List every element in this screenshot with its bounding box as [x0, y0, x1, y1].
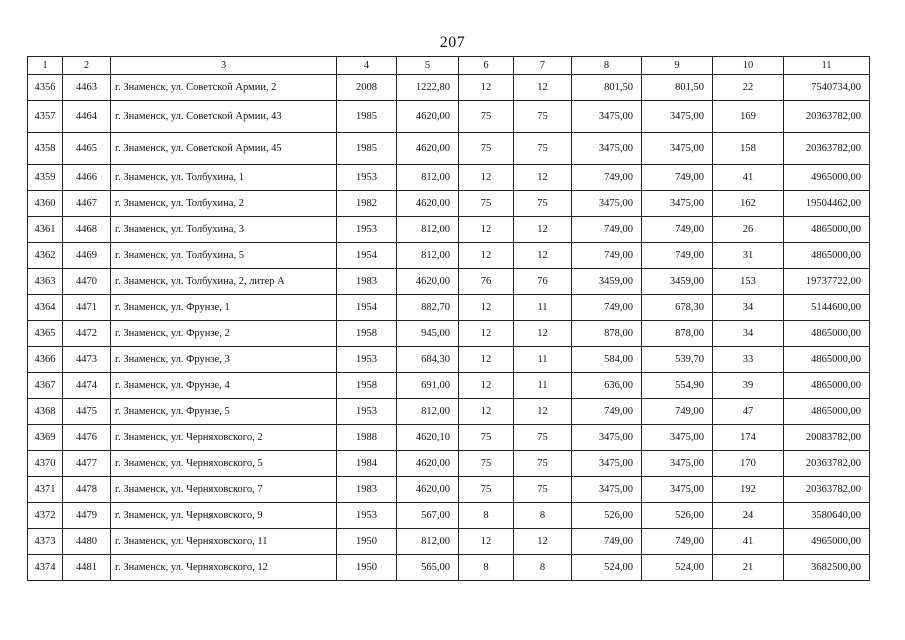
living-area-cell: 749,00: [572, 165, 642, 191]
address-cell: г. Знаменск, ул. Фрунзе, 5: [111, 399, 337, 425]
cost-cell: 3682500,00: [784, 555, 870, 581]
cost-cell: 20363782,00: [784, 101, 870, 133]
row-index-cell: 4363: [28, 269, 63, 295]
year-built-cell: 1950: [337, 529, 397, 555]
column-header: 7: [514, 57, 572, 75]
year-built-cell: 1950: [337, 555, 397, 581]
table-row: [28, 75, 870, 101]
apartments-cell: 75: [459, 425, 514, 451]
table-row: [28, 555, 870, 581]
living-area-actual-cell: 678,30: [642, 295, 713, 321]
apartments-cell: 75: [459, 451, 514, 477]
object-id-cell: 4478: [63, 477, 111, 503]
residents-cell: 169: [713, 101, 784, 133]
total-area-cell: 812,00: [397, 529, 459, 555]
total-area-cell: 812,00: [397, 217, 459, 243]
total-area-cell: 691,00: [397, 373, 459, 399]
object-id-cell: 4468: [63, 217, 111, 243]
apartments-cell: 75: [459, 101, 514, 133]
residents-cell: 41: [713, 529, 784, 555]
living-area-cell: 636,00: [572, 373, 642, 399]
residents-cell: 34: [713, 295, 784, 321]
apartments-count-cell: 8: [514, 555, 572, 581]
living-area-actual-cell: 878,00: [642, 321, 713, 347]
column-header: 1: [28, 57, 63, 75]
table-row: [28, 477, 870, 503]
apartments-cell: 12: [459, 321, 514, 347]
apartments-count-cell: 75: [514, 425, 572, 451]
residents-cell: 153: [713, 269, 784, 295]
apartments-cell: 12: [459, 165, 514, 191]
apartments-cell: 12: [459, 399, 514, 425]
living-area-actual-cell: 3475,00: [642, 133, 713, 165]
apartments-cell: 8: [459, 555, 514, 581]
table-row: [28, 321, 870, 347]
column-header: 6: [459, 57, 514, 75]
total-area-cell: 565,00: [397, 555, 459, 581]
residents-cell: 174: [713, 425, 784, 451]
year-built-cell: 1953: [337, 347, 397, 373]
cost-cell: 5144600,00: [784, 295, 870, 321]
total-area-cell: 4620,10: [397, 425, 459, 451]
cost-cell: 4865000,00: [784, 399, 870, 425]
row-index-cell: 4374: [28, 555, 63, 581]
living-area-cell: 749,00: [572, 295, 642, 321]
apartments-count-cell: 12: [514, 399, 572, 425]
table-row: [28, 451, 870, 477]
address-cell: г. Знаменск, ул. Черняховского, 5: [111, 451, 337, 477]
table-row: [28, 295, 870, 321]
living-area-cell: 801,50: [572, 75, 642, 101]
living-area-actual-cell: 539,70: [642, 347, 713, 373]
residents-cell: 47: [713, 399, 784, 425]
year-built-cell: 2008: [337, 75, 397, 101]
cost-cell: 4965000,00: [784, 529, 870, 555]
object-id-cell: 4467: [63, 191, 111, 217]
residents-cell: 34: [713, 321, 784, 347]
cost-cell: 19737722,00: [784, 269, 870, 295]
housing-register-table: [27, 56, 870, 581]
row-index-cell: 4357: [28, 101, 63, 133]
apartments-count-cell: 75: [514, 451, 572, 477]
address-cell: г. Знаменск, ул. Фрунзе, 1: [111, 295, 337, 321]
living-area-actual-cell: 749,00: [642, 165, 713, 191]
residents-cell: 158: [713, 133, 784, 165]
row-index-cell: 4364: [28, 295, 63, 321]
row-index-cell: 4370: [28, 451, 63, 477]
year-built-cell: 1953: [337, 165, 397, 191]
residents-cell: 192: [713, 477, 784, 503]
object-id-cell: 4463: [63, 75, 111, 101]
total-area-cell: 4620,00: [397, 133, 459, 165]
column-header: 10: [713, 57, 784, 75]
cost-cell: 4865000,00: [784, 217, 870, 243]
living-area-cell: 526,00: [572, 503, 642, 529]
column-number-row: [28, 57, 870, 75]
year-built-cell: 1988: [337, 425, 397, 451]
living-area-actual-cell: 3475,00: [642, 191, 713, 217]
cost-cell: 19504462,00: [784, 191, 870, 217]
row-index-cell: 4372: [28, 503, 63, 529]
total-area-cell: 4620,00: [397, 477, 459, 503]
living-area-cell: 3475,00: [572, 451, 642, 477]
residents-cell: 24: [713, 503, 784, 529]
apartments-cell: 12: [459, 295, 514, 321]
residents-cell: 21: [713, 555, 784, 581]
table-row: [28, 399, 870, 425]
apartments-cell: 75: [459, 477, 514, 503]
living-area-cell: 3475,00: [572, 101, 642, 133]
row-index-cell: 4369: [28, 425, 63, 451]
cost-cell: 4865000,00: [784, 321, 870, 347]
apartments-count-cell: 75: [514, 191, 572, 217]
total-area-cell: 4620,00: [397, 269, 459, 295]
year-built-cell: 1985: [337, 133, 397, 165]
apartments-cell: 76: [459, 269, 514, 295]
column-header: 8: [572, 57, 642, 75]
table-row: [28, 425, 870, 451]
object-id-cell: 4470: [63, 269, 111, 295]
address-cell: г. Знаменск, ул. Черняховского, 9: [111, 503, 337, 529]
apartments-cell: 12: [459, 243, 514, 269]
living-area-cell: 3459,00: [572, 269, 642, 295]
living-area-cell: 878,00: [572, 321, 642, 347]
apartments-count-cell: 75: [514, 101, 572, 133]
apartments-count-cell: 11: [514, 347, 572, 373]
apartments-count-cell: 12: [514, 75, 572, 101]
apartments-count-cell: 12: [514, 529, 572, 555]
residents-cell: 31: [713, 243, 784, 269]
object-id-cell: 4471: [63, 295, 111, 321]
apartments-cell: 12: [459, 217, 514, 243]
cost-cell: 4865000,00: [784, 347, 870, 373]
address-cell: г. Знаменск, ул. Фрунзе, 3: [111, 347, 337, 373]
living-area-actual-cell: 3475,00: [642, 477, 713, 503]
year-built-cell: 1983: [337, 477, 397, 503]
object-id-cell: 4473: [63, 347, 111, 373]
row-index-cell: 4366: [28, 347, 63, 373]
residents-cell: 39: [713, 373, 784, 399]
year-built-cell: 1983: [337, 269, 397, 295]
cost-cell: 20083782,00: [784, 425, 870, 451]
living-area-actual-cell: 749,00: [642, 529, 713, 555]
apartments-cell: 12: [459, 373, 514, 399]
living-area-cell: 749,00: [572, 217, 642, 243]
cost-cell: 20363782,00: [784, 477, 870, 503]
cost-cell: 20363782,00: [784, 451, 870, 477]
table-row: [28, 101, 870, 133]
address-cell: г. Знаменск, ул. Советской Армии, 45: [111, 133, 337, 165]
object-id-cell: 4469: [63, 243, 111, 269]
living-area-actual-cell: 524,00: [642, 555, 713, 581]
row-index-cell: 4356: [28, 75, 63, 101]
living-area-cell: 3475,00: [572, 425, 642, 451]
total-area-cell: 684,30: [397, 347, 459, 373]
apartments-count-cell: 75: [514, 477, 572, 503]
total-area-cell: 812,00: [397, 243, 459, 269]
column-header: 4: [337, 57, 397, 75]
row-index-cell: 4371: [28, 477, 63, 503]
year-built-cell: 1958: [337, 321, 397, 347]
apartments-count-cell: 8: [514, 503, 572, 529]
object-id-cell: 4477: [63, 451, 111, 477]
total-area-cell: 4620,00: [397, 451, 459, 477]
table-row: [28, 347, 870, 373]
cost-cell: 20363782,00: [784, 133, 870, 165]
apartments-cell: 12: [459, 529, 514, 555]
table-row: [28, 243, 870, 269]
apartments-cell: 12: [459, 347, 514, 373]
address-cell: г. Знаменск, ул. Черняховского, 12: [111, 555, 337, 581]
total-area-cell: 1222,80: [397, 75, 459, 101]
cost-cell: 7540734,00: [784, 75, 870, 101]
address-cell: г. Знаменск, ул. Толбухина, 5: [111, 243, 337, 269]
row-index-cell: 4361: [28, 217, 63, 243]
apartments-cell: 12: [459, 75, 514, 101]
object-id-cell: 4476: [63, 425, 111, 451]
cost-cell: 4865000,00: [784, 373, 870, 399]
residents-cell: 170: [713, 451, 784, 477]
address-cell: г. Знаменск, ул. Толбухина, 3: [111, 217, 337, 243]
living-area-cell: 524,00: [572, 555, 642, 581]
apartments-count-cell: 75: [514, 133, 572, 165]
address-cell: г. Знаменск, ул. Фрунзе, 4: [111, 373, 337, 399]
apartments-count-cell: 11: [514, 295, 572, 321]
living-area-cell: 749,00: [572, 243, 642, 269]
address-cell: г. Знаменск, ул. Советской Армии, 43: [111, 101, 337, 133]
column-header: 9: [642, 57, 713, 75]
address-cell: г. Знаменск, ул. Фрунзе, 2: [111, 321, 337, 347]
cost-cell: 4865000,00: [784, 243, 870, 269]
year-built-cell: 1953: [337, 399, 397, 425]
total-area-cell: 4620,00: [397, 101, 459, 133]
total-area-cell: 882,70: [397, 295, 459, 321]
living-area-actual-cell: 801,50: [642, 75, 713, 101]
table-row: [28, 217, 870, 243]
row-index-cell: 4360: [28, 191, 63, 217]
living-area-cell: 584,00: [572, 347, 642, 373]
column-header: 5: [397, 57, 459, 75]
table-row: [28, 269, 870, 295]
living-area-actual-cell: 3475,00: [642, 451, 713, 477]
residents-cell: 162: [713, 191, 784, 217]
table-row: [28, 133, 870, 165]
register-body: [28, 75, 870, 581]
living-area-actual-cell: 526,00: [642, 503, 713, 529]
address-cell: г. Знаменск, ул. Советской Армии, 2: [111, 75, 337, 101]
address-cell: г. Знаменск, ул. Толбухина, 2: [111, 191, 337, 217]
year-built-cell: 1953: [337, 217, 397, 243]
living-area-cell: 749,00: [572, 529, 642, 555]
living-area-cell: 3475,00: [572, 133, 642, 165]
row-index-cell: 4358: [28, 133, 63, 165]
apartments-cell: 8: [459, 503, 514, 529]
living-area-actual-cell: 3475,00: [642, 101, 713, 133]
apartments-cell: 75: [459, 191, 514, 217]
residents-cell: 33: [713, 347, 784, 373]
total-area-cell: 945,00: [397, 321, 459, 347]
column-header: 11: [784, 57, 870, 75]
object-id-cell: 4474: [63, 373, 111, 399]
cost-cell: 3580640,00: [784, 503, 870, 529]
total-area-cell: 567,00: [397, 503, 459, 529]
apartments-count-cell: 12: [514, 321, 572, 347]
apartments-count-cell: 12: [514, 165, 572, 191]
object-id-cell: 4466: [63, 165, 111, 191]
year-built-cell: 1953: [337, 503, 397, 529]
address-cell: г. Знаменск, ул. Черняховского, 7: [111, 477, 337, 503]
year-built-cell: 1982: [337, 191, 397, 217]
year-built-cell: 1985: [337, 101, 397, 133]
year-built-cell: 1984: [337, 451, 397, 477]
row-index-cell: 4365: [28, 321, 63, 347]
living-area-actual-cell: 554,90: [642, 373, 713, 399]
living-area-cell: 749,00: [572, 399, 642, 425]
table-row: [28, 373, 870, 399]
apartments-count-cell: 11: [514, 373, 572, 399]
table-row: [28, 529, 870, 555]
residents-cell: 26: [713, 217, 784, 243]
object-id-cell: 4464: [63, 101, 111, 133]
table-row: [28, 165, 870, 191]
year-built-cell: 1958: [337, 373, 397, 399]
table-row: [28, 191, 870, 217]
residents-cell: 22: [713, 75, 784, 101]
address-cell: г. Знаменск, ул. Черняховского, 11: [111, 529, 337, 555]
living-area-actual-cell: 749,00: [642, 217, 713, 243]
object-id-cell: 4479: [63, 503, 111, 529]
year-built-cell: 1954: [337, 295, 397, 321]
apartments-count-cell: 12: [514, 243, 572, 269]
object-id-cell: 4475: [63, 399, 111, 425]
living-area-actual-cell: 749,00: [642, 243, 713, 269]
living-area-cell: 3475,00: [572, 477, 642, 503]
living-area-actual-cell: 3459,00: [642, 269, 713, 295]
column-header: 3: [111, 57, 337, 75]
apartments-count-cell: 76: [514, 269, 572, 295]
page-number: 207: [439, 34, 466, 51]
object-id-cell: 4480: [63, 529, 111, 555]
apartments-cell: 75: [459, 133, 514, 165]
row-index-cell: 4368: [28, 399, 63, 425]
total-area-cell: 812,00: [397, 399, 459, 425]
residents-cell: 41: [713, 165, 784, 191]
object-id-cell: 4472: [63, 321, 111, 347]
address-cell: г. Знаменск, ул. Толбухина, 2, литер А: [111, 269, 337, 295]
living-area-cell: 3475,00: [572, 191, 642, 217]
year-built-cell: 1954: [337, 243, 397, 269]
living-area-actual-cell: 3475,00: [642, 425, 713, 451]
row-index-cell: 4359: [28, 165, 63, 191]
row-index-cell: 4362: [28, 243, 63, 269]
total-area-cell: 812,00: [397, 165, 459, 191]
object-id-cell: 4465: [63, 133, 111, 165]
row-index-cell: 4373: [28, 529, 63, 555]
total-area-cell: 4620,00: [397, 191, 459, 217]
cost-cell: 4965000,00: [784, 165, 870, 191]
object-id-cell: 4481: [63, 555, 111, 581]
row-index-cell: 4367: [28, 373, 63, 399]
address-cell: г. Знаменск, ул. Толбухина, 1: [111, 165, 337, 191]
address-cell: г. Знаменск, ул. Черняховского, 2: [111, 425, 337, 451]
table-row: [28, 503, 870, 529]
column-header: 2: [63, 57, 111, 75]
living-area-actual-cell: 749,00: [642, 399, 713, 425]
apartments-count-cell: 12: [514, 217, 572, 243]
